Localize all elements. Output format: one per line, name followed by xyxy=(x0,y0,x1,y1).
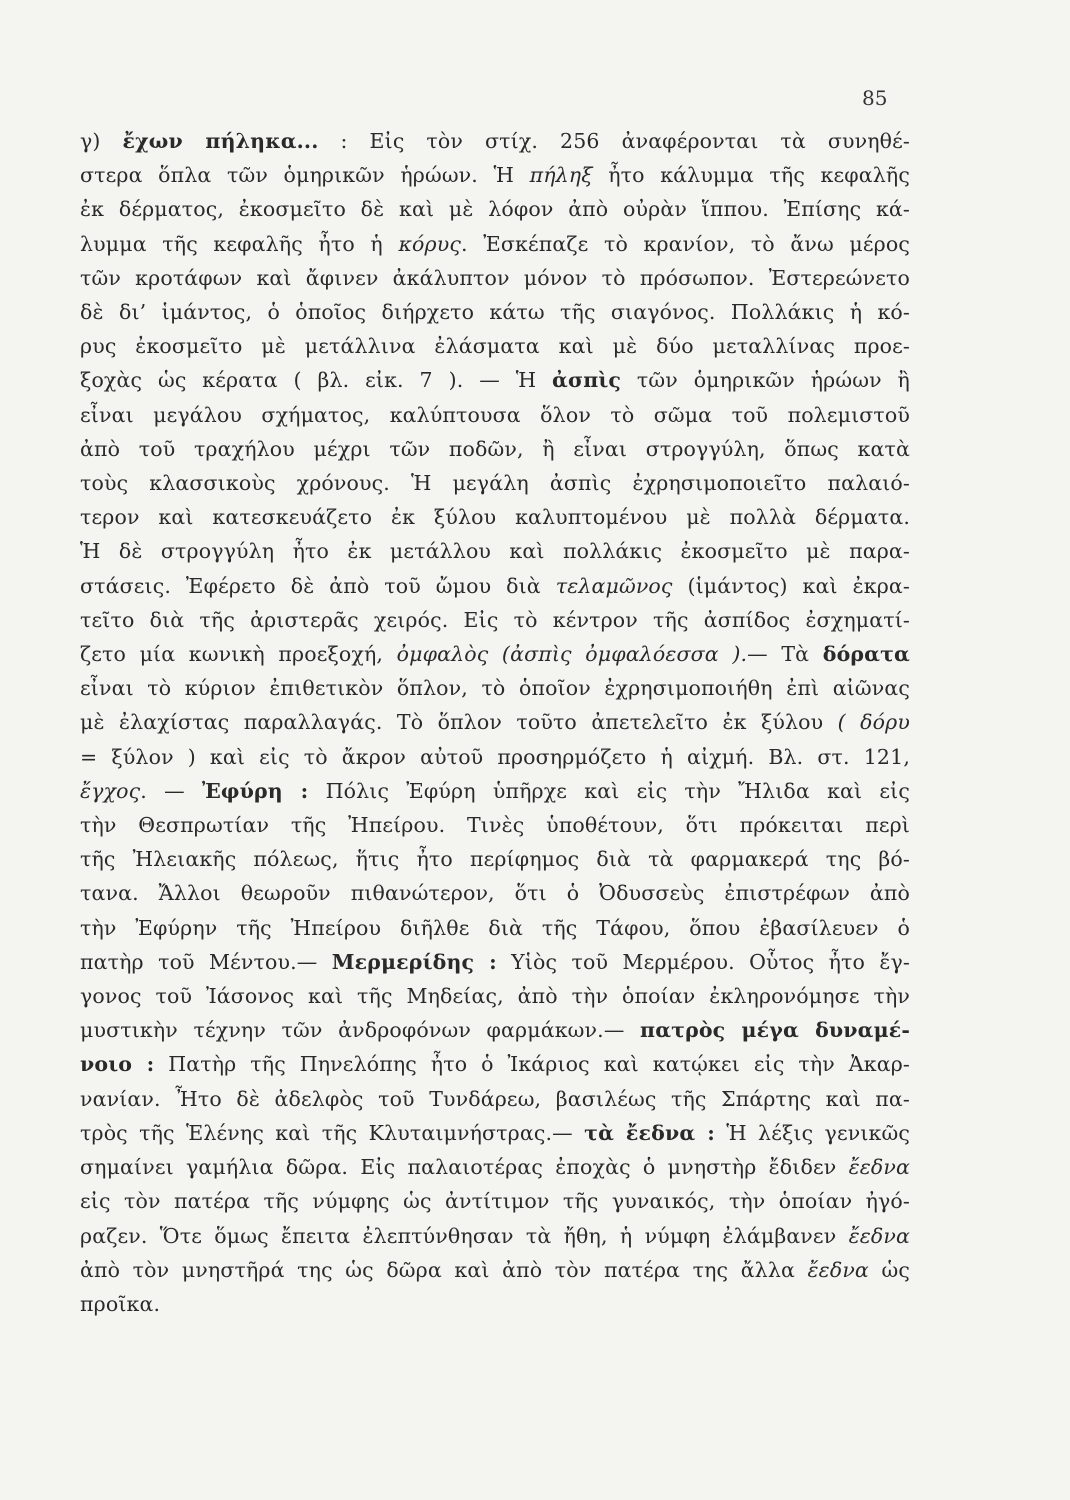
lemma-heading: Ἐφύρη : xyxy=(201,778,309,803)
text-line xyxy=(80,1219,910,1253)
text-segment: στάσεις. Ἐφέρετο δὲ ἀπὸ τοῦ ὤμου διὰ xyxy=(80,573,556,598)
text-segment: ζετο μία κωνικὴ προεξοχή, xyxy=(80,642,397,667)
commentary-text xyxy=(80,124,910,1321)
lemma-heading: νοιο : xyxy=(80,1052,155,1077)
text-segment: γ) xyxy=(80,129,123,153)
text-line xyxy=(80,398,910,432)
text-line xyxy=(80,808,910,842)
text-segment: τῆς Ἠλειακῆς πόλεως, ἥτις ἦτο περίφημος διὰ τὰ φαρμακερά της βό- xyxy=(80,847,910,872)
text-line xyxy=(80,227,910,261)
text-line xyxy=(80,637,910,671)
italic-term: ἔγχος xyxy=(80,778,141,803)
text-line xyxy=(80,1047,910,1081)
text-line xyxy=(80,603,910,637)
text-line xyxy=(80,1253,910,1287)
text-segment: εἶναι τὸ κύριον ἐπιθετικὸν ὅπλον, τὸ ὁποῖον ἐχρησιμοποιήθη ἐπὶ αἰῶνας xyxy=(80,676,910,701)
text-segment: = ξύλον ) καὶ εἰς τὸ ἄκρον αὐτοῦ προσηρμόζετο ἡ αἰχμή. Βλ. στ. 121, xyxy=(80,744,910,769)
text-segment: δὲ δι’ ἱμάντος, ὁ ὁποῖος διήρχετο κάτω τῆς σιαγόνος. Πολλάκις ἡ κό- xyxy=(80,300,910,325)
text-segment: Ἡ δὲ στρογγύλη ἦτο ἐκ μετάλλου καὶ πολλάκις ἐκοσμεῖτο μὲ παρα- xyxy=(80,539,910,564)
text-line xyxy=(80,842,910,876)
text-segment: μυστικὴν τέχνην τῶν ἀνδροφόνων φαρμάκων.— xyxy=(80,1018,641,1043)
text-segment: Ἡ λέξις γενικῶς xyxy=(714,1120,910,1145)
italic-term: κόρυς xyxy=(398,231,461,256)
text-line xyxy=(80,329,910,363)
italic-term: ἔεδνα xyxy=(807,1257,869,1282)
page-number: 85 xyxy=(862,86,888,110)
text-segment: ξοχὰς ὡς κέρατα ( βλ. εἰκ. 7 ). — Ἡ xyxy=(80,368,553,393)
text-line xyxy=(80,192,910,226)
text-line xyxy=(80,1082,910,1116)
text-segment: στερα ὅπλα τῶν ὁμηρικῶν ἡρώων. Ἡ xyxy=(80,163,530,188)
lemma-heading: Μερμερίδης : xyxy=(331,949,497,974)
text-line xyxy=(80,534,910,568)
text-segment: τὴν Ἐφύρην τῆς Ἠπείρου διῆλθε διὰ τῆς Τάφου, ὅπου ἐβασίλευεν ὁ xyxy=(80,915,910,940)
text-segment: Υἱὸς τοῦ Μερμέρου. Οὗτος ἦτο ἔγ- xyxy=(496,949,910,974)
text-segment: ἀπὸ τὸν μνηστῆρά της ὡς δῶρα καὶ ἀπὸ τὸν πατέρα της ἄλλα xyxy=(80,1257,808,1282)
text-segment: τανα. Ἄλλοι θεωροῦν πιθανώτερον, ὅτι ὁ Ὀδυσσεὺς ἐπιστρέφων ἀπὸ xyxy=(80,881,910,906)
lemma-heading: δόρατα xyxy=(822,642,910,667)
text-segment: σημαίνει γαμήλια δῶρα. Εἰς παλαιοτέρας ἐποχὰς ὁ μνηστὴρ ἔδιδεν xyxy=(80,1155,849,1180)
text-segment: εἰς τὸν πατέρα τῆς νύμφης ὡς ἀντίτιμον τῆς γυναικός, τὴν ὁποίαν ἠγό- xyxy=(80,1189,910,1214)
text-line xyxy=(80,1184,910,1218)
text-segment: προῖκα. xyxy=(80,1291,161,1316)
text-segment: ἀπὸ τοῦ τραχήλου μέχρι τῶν ποδῶν, ἢ εἶναι στρογγύλη, ὅπως κατὰ xyxy=(80,436,910,461)
text-line xyxy=(80,1116,910,1150)
text-segment: μὲ ἐλαχίστας παραλλαγάς. Τὸ ὅπλον τοῦτο ἀπετελεῖτο ἐκ ξύλου xyxy=(80,710,838,735)
lemma-heading: ἀσπὶς xyxy=(552,368,622,393)
text-line xyxy=(80,740,910,774)
text-segment: εἶναι μεγάλου σχήματος, καλύπτουσα ὅλον τὸ σῶμα τοῦ πολεμιστοῦ xyxy=(80,402,910,427)
text-segment: λυμμα τῆς κεφαλῆς ἦτο ἡ xyxy=(80,231,399,256)
text-line xyxy=(80,261,910,295)
lemma-heading: ἔχων πήληκα... xyxy=(122,129,319,153)
text-segment: ρυς ἐκοσμεῖτο μὲ μετάλλινα ἐλάσματα καὶ μὲ δύο μεταλλίνας προε- xyxy=(80,334,910,359)
italic-term: ἔεδνα xyxy=(848,1155,910,1180)
text-segment: πατὴρ τοῦ Μέντου.— xyxy=(80,949,332,974)
text-segment: τεῖτο διὰ τῆς ἀριστερᾶς χειρός. Εἰς τὸ κέντρον τῆς ἀσπίδος ἐσχηματί- xyxy=(80,607,910,632)
text-line xyxy=(80,569,910,603)
italic-term: τελαμῶνος xyxy=(555,573,673,598)
text-line xyxy=(80,124,910,158)
text-line xyxy=(80,911,910,945)
text-segment: ἦτο κάλυμμα τῆς κεφαλῆς xyxy=(592,163,910,188)
text-segment: τῶν κροτάφων καὶ ἄφινεν ἀκάλυπτον μόνον τὸ πρόσωπον. Ἐστερεώνετο xyxy=(80,265,910,290)
italic-term: ἔεδνα xyxy=(848,1223,910,1248)
text-segment: . Ἐσκέπαζε τὸ κρανίον, τὸ ἄνω μέρος xyxy=(460,231,911,256)
text-line xyxy=(80,979,910,1013)
italic-term: πήληξ xyxy=(529,163,593,188)
lemma-heading: πατρὸς μέγα δυναμέ- xyxy=(640,1018,910,1043)
text-segment: ραζεν. Ὅτε ὅμως ἔπειτα ἐλεπτύνθησαν τὰ ἤθη, ἡ νύμφη ἐλάμβανεν xyxy=(80,1223,849,1248)
text-segment: τοὺς κλασσικοὺς χρόνους. Ἡ μεγάλη ἀσπὶς ἐχρησιμοποιεῖτο παλαιό- xyxy=(80,471,910,496)
italic-term: ὀμφαλὸς (ἀσπὶς ὀμφαλόεσσα ). xyxy=(396,642,748,667)
text-segment: τῶν ὁμηρικῶν ἡρώων ἢ xyxy=(621,368,910,393)
text-line xyxy=(80,500,910,534)
text-segment: ὡς xyxy=(868,1257,910,1282)
text-line xyxy=(80,432,910,466)
text-segment: Πόλις Ἐφύρη ὑπῆρχε καὶ εἰς τὴν Ἤλιδα καὶ εἰς xyxy=(308,778,911,803)
text-line xyxy=(80,363,910,397)
text-segment: γονος τοῦ Ἰάσονος καὶ τῆς Μηδείας, ἀπὸ τὴν ὁποίαν ἐκληρονόμησε τὴν xyxy=(80,984,910,1009)
italic-term: ( δόρυ xyxy=(837,710,910,735)
lemma-heading: τὰ ἔεδνα : xyxy=(584,1120,715,1145)
text-line xyxy=(80,1287,910,1321)
text-segment: Πατὴρ τῆς Πηνελόπης ἦτο ὁ Ἰκάριος καὶ κατῴκει εἰς τὴν Ἀκαρ- xyxy=(154,1052,910,1077)
text-line xyxy=(80,945,910,979)
text-segment: : Εἰς τὸν στίχ. 256 ἀναφέρονται τὰ συνηθέ- xyxy=(318,129,911,153)
text-segment: . — xyxy=(140,778,202,803)
text-line xyxy=(80,466,910,500)
text-line xyxy=(80,1150,910,1184)
text-line xyxy=(80,876,910,910)
text-line xyxy=(80,705,910,739)
text-segment: τὴν Θεσπρωτίαν τῆς Ἠπείρου. Τινὲς ὑποθέτουν, ὅτι πρόκειται περὶ xyxy=(80,813,910,838)
text-line xyxy=(80,774,910,808)
text-segment: (ἱμάντος) καὶ ἐκρα- xyxy=(672,573,910,598)
text-line xyxy=(80,295,910,329)
text-line xyxy=(80,671,910,705)
text-segment: τρὸς τῆς Ἑλένης καὶ τῆς Κλυταιμνήστρας.— xyxy=(80,1120,585,1145)
text-segment: ἐκ δέρματος, ἐκοσμεῖτο δὲ καὶ μὲ λόφον ἀπὸ οὐρὰν ἵππου. Ἐπίσης κά- xyxy=(80,197,910,222)
text-line xyxy=(80,158,910,192)
text-line xyxy=(80,1013,910,1047)
text-segment: νανίαν. Ἦτο δὲ ἀδελφὸς τοῦ Τυνδάρεω, βασιλέως τῆς Σπάρτης καὶ πα- xyxy=(80,1086,910,1111)
text-segment: τερον καὶ κατεσκευάζετο ἐκ ξύλου καλυπτομένου μὲ πολλὰ δέρματα. xyxy=(80,505,910,530)
text-segment: — Τὰ xyxy=(747,642,823,667)
